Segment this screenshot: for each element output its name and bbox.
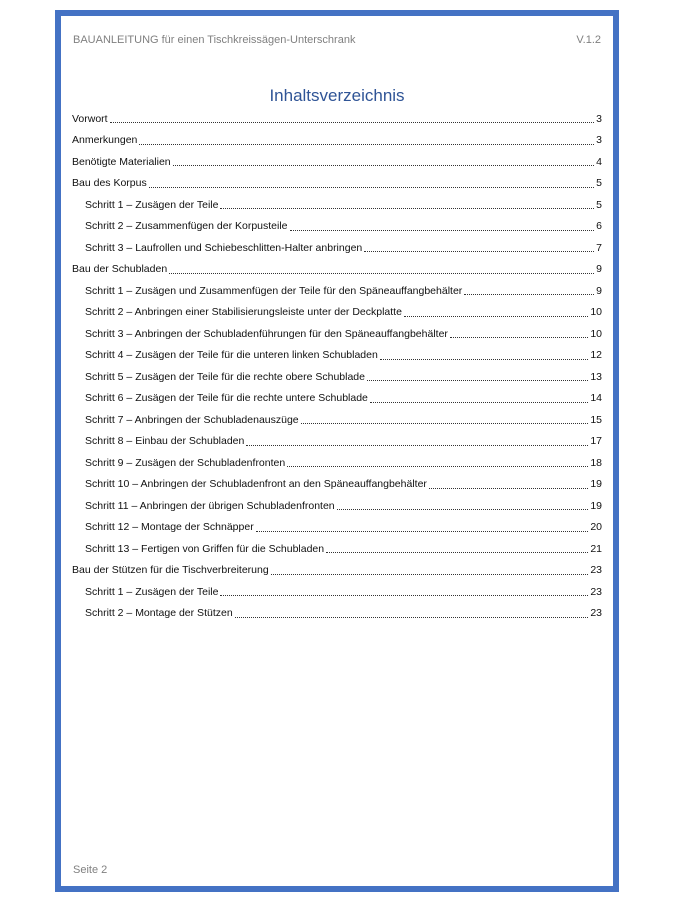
toc-entry[interactable]	[72, 151, 602, 173]
dot-leader	[464, 294, 594, 295]
dot-leader	[246, 445, 588, 446]
toc-entry[interactable]	[72, 603, 602, 625]
header-version: V.1.2	[576, 34, 601, 46]
toc-entry-title: Schritt 12 – Montage der Schnäpper	[85, 521, 254, 534]
toc-entry[interactable]	[72, 581, 602, 603]
dot-leader	[235, 617, 589, 618]
dot-leader	[450, 337, 588, 338]
toc-entry-title: Schritt 4 – Zusägen der Teile für die unteren linken Schubladen	[85, 349, 378, 362]
toc-entry-page: 23	[590, 564, 602, 577]
dot-leader	[139, 144, 594, 145]
table-of-contents	[72, 108, 602, 624]
toc-entry-title: Bau der Schubladen	[72, 263, 168, 276]
toc-entry[interactable]	[72, 108, 602, 130]
dot-leader	[256, 531, 589, 532]
dot-leader	[290, 230, 595, 231]
toc-entry[interactable]	[72, 280, 602, 302]
toc-entry-page: 19	[590, 478, 602, 491]
toc-entry-title: Schritt 6 – Zusägen der Teile für die rechte untere Schublade	[85, 392, 368, 405]
toc-entry-page: 10	[590, 327, 602, 340]
toc-entry-title: Schritt 8 – Einbau der Schubladen	[85, 435, 245, 448]
toc-entry[interactable]	[72, 517, 602, 539]
toc-entry-title: Bau der Stützen für die Tischverbreiterung	[72, 564, 269, 577]
toc-entry-title: Anmerkungen	[72, 134, 138, 147]
dot-leader	[149, 187, 594, 188]
toc-entry[interactable]	[72, 323, 602, 345]
dot-leader	[110, 122, 595, 123]
toc-entry-page: 7	[596, 241, 602, 254]
toc-entry-title: Schritt 1 – Zusägen der Teile	[85, 198, 219, 211]
toc-entry-page: 5	[596, 177, 602, 190]
toc-entry-title: Schritt 13 – Fertigen von Griffen für die Schubladen	[85, 542, 325, 555]
toc-entry-title: Schritt 7 – Anbringen der Schubladenauszüge	[85, 413, 299, 426]
dot-leader	[404, 316, 588, 317]
toc-entry-page: 3	[596, 134, 602, 147]
dot-leader	[370, 402, 588, 403]
toc-entry[interactable]	[72, 259, 602, 281]
toc-entry[interactable]	[72, 173, 602, 195]
toc-entry-title: Vorwort	[72, 112, 108, 125]
toc-entry[interactable]	[72, 388, 602, 410]
toc-entry[interactable]	[72, 366, 602, 388]
dot-leader	[169, 273, 594, 274]
toc-entry-title: Schritt 2 – Montage der Stützen	[85, 607, 233, 620]
toc-entry[interactable]	[72, 130, 602, 152]
toc-entry-page: 4	[596, 155, 602, 168]
toc-entry-title: Schritt 1 – Zusägen und Zusammenfügen der Teile für den Späneauffangbehälter	[85, 284, 463, 297]
toc-entry-page: 15	[590, 413, 602, 426]
toc-entry-title: Schritt 1 – Zusägen der Teile	[85, 585, 219, 598]
toc-entry-page: 3	[596, 112, 602, 125]
dot-leader	[220, 208, 594, 209]
toc-entry-page: 14	[590, 392, 602, 405]
toc-entry[interactable]	[72, 560, 602, 582]
toc-entry-page: 5	[596, 198, 602, 211]
dot-leader	[380, 359, 588, 360]
dot-leader	[429, 488, 588, 489]
toc-entry-page: 18	[590, 456, 602, 469]
toc-entry-page: 6	[596, 220, 602, 233]
toc-entry[interactable]	[72, 452, 602, 474]
dot-leader	[220, 595, 588, 596]
toc-heading: Inhaltsverzeichnis	[269, 86, 405, 105]
toc-entry[interactable]	[72, 237, 602, 259]
toc-entry[interactable]	[72, 302, 602, 324]
toc-entry-page: 23	[590, 607, 602, 620]
toc-entry[interactable]	[72, 474, 602, 496]
page-footer: Seite 2	[73, 864, 108, 876]
toc-entry[interactable]	[72, 431, 602, 453]
toc-entry-page: 17	[590, 435, 602, 448]
toc-entry-title: Bau des Korpus	[72, 177, 147, 190]
toc-entry-title: Schritt 3 – Laufrollen und Schiebeschlitten-Halter anbringen	[85, 241, 363, 254]
toc-entry-page: 23	[590, 585, 602, 598]
toc-entry-title: Schritt 10 – Anbringen der Schubladenfront an den Späneauffangbehälter	[85, 478, 427, 491]
toc-entry[interactable]	[72, 495, 602, 517]
toc-entry-page: 13	[590, 370, 602, 383]
toc-entry-title: Schritt 2 – Anbringen einer Stabilisierungsleiste unter der Deckplatte	[85, 306, 402, 319]
header-title: BAUANLEITUNG für einen Tischkreissägen-Unterschrank	[73, 34, 356, 46]
toc-entry-page: 10	[590, 306, 602, 319]
dot-leader	[337, 509, 589, 510]
document-page	[55, 10, 619, 892]
toc-entry[interactable]	[72, 538, 602, 560]
toc-entry-title: Benötigte Materialien	[72, 155, 171, 168]
toc-entry-title: Schritt 9 – Zusägen der Schubladenfronten	[85, 456, 286, 469]
toc-entry-title: Schritt 5 – Zusägen der Teile für die rechte obere Schublade	[85, 370, 365, 383]
dot-leader	[364, 251, 594, 252]
toc-entry-title: Schritt 2 – Zusammenfügen der Korpusteile	[85, 220, 288, 233]
dot-leader	[301, 423, 589, 424]
toc-entry-page: 12	[590, 349, 602, 362]
toc-entry[interactable]	[72, 409, 602, 431]
toc-entry-page: 9	[596, 263, 602, 276]
toc-entry-title: Schritt 3 – Anbringen der Schubladenführungen für den Späneauffangbehälter	[85, 327, 448, 340]
toc-entry[interactable]	[72, 345, 602, 367]
toc-entry[interactable]	[72, 194, 602, 216]
toc-entry-page: 19	[590, 499, 602, 512]
toc-entry-page: 21	[590, 542, 602, 555]
page-header	[73, 34, 601, 46]
dot-leader	[326, 552, 588, 553]
dot-leader	[271, 574, 589, 575]
dot-leader	[367, 380, 588, 381]
toc-entry[interactable]	[72, 216, 602, 238]
toc-entry-page: 20	[590, 521, 602, 534]
dot-leader	[173, 165, 595, 166]
toc-entry-page: 9	[596, 284, 602, 297]
toc-entry-title: Schritt 11 – Anbringen der übrigen Schubladenfronten	[85, 499, 335, 512]
dot-leader	[287, 466, 588, 467]
